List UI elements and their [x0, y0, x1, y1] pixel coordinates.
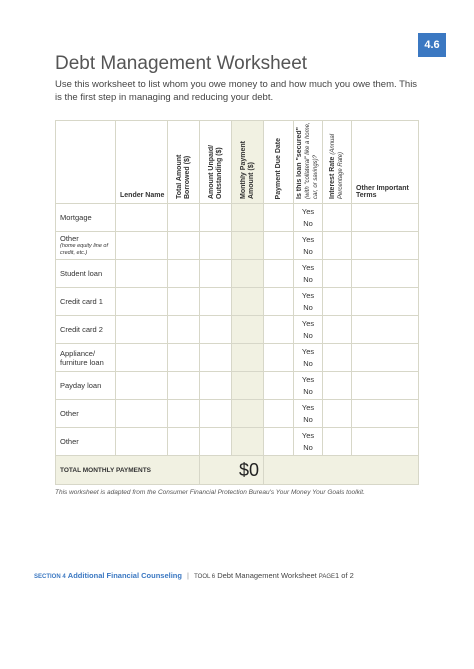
secured-yes-option[interactable]: Yes	[301, 318, 315, 328]
monthly-payment-cell[interactable]	[232, 316, 264, 344]
amount-unpaid-cell[interactable]	[200, 428, 232, 456]
other-terms-cell[interactable]	[352, 372, 419, 400]
debt-type-text: Student loan	[60, 269, 103, 278]
secured-no-option[interactable]: No	[303, 246, 313, 256]
debt-type-label	[56, 344, 116, 372]
secured-yes-no[interactable]	[294, 232, 323, 260]
footer-page-word: PAGE	[318, 574, 336, 580]
monthly-payment-cell[interactable]	[232, 232, 264, 260]
header-total-borrowed: Total Amount Borrowed ($)	[168, 121, 200, 204]
header-other-terms: Other Important Terms	[352, 121, 419, 204]
amount-unpaid-cell[interactable]	[200, 260, 232, 288]
secured-yes-option[interactable]: Yes	[301, 346, 315, 356]
lender-name-cell[interactable]	[116, 372, 168, 400]
secured-yes-no[interactable]	[294, 372, 323, 400]
other-terms-cell[interactable]	[352, 316, 419, 344]
monthly-payment-cell[interactable]	[232, 288, 264, 316]
payment-due-cell[interactable]	[264, 232, 294, 260]
debt-type-text: Appliance/ furniture loan	[60, 348, 104, 367]
secured-no-option[interactable]: No	[303, 414, 313, 424]
debt-table	[55, 120, 419, 485]
debt-type-text: Credit card 1	[60, 297, 103, 306]
section-badge: 4.6	[418, 33, 446, 57]
secured-no-option[interactable]: No	[303, 330, 313, 340]
other-terms-cell[interactable]	[352, 232, 419, 260]
debt-type-label	[56, 288, 116, 316]
total-label: TOTAL MONTHLY PAYMENTS	[56, 456, 200, 485]
total-blank	[264, 456, 419, 485]
lender-name-cell[interactable]	[116, 204, 168, 232]
lender-name-cell[interactable]	[116, 428, 168, 456]
secured-yes-no[interactable]	[294, 344, 323, 372]
footer-section-name: Additional Financial Counseling	[67, 571, 182, 580]
debt-type-label	[56, 428, 116, 456]
header-interest-rate: Interest Rate (Annual Percentage Rate)	[323, 121, 352, 204]
debt-type-text: Other	[60, 409, 79, 418]
monthly-payment-cell[interactable]	[232, 344, 264, 372]
total-row	[56, 456, 419, 485]
footer-page-number: 1 of 2	[335, 571, 354, 580]
header-row	[56, 121, 419, 204]
debt-row	[56, 288, 419, 316]
secured-yes-option[interactable]: Yes	[301, 430, 315, 440]
total-borrowed-cell[interactable]	[168, 344, 200, 372]
debt-type-text: Mortgage	[60, 213, 92, 222]
secured-no-option[interactable]: No	[303, 442, 313, 452]
lender-name-cell[interactable]	[116, 232, 168, 260]
payment-due-cell[interactable]	[264, 316, 294, 344]
debt-type-label	[56, 316, 116, 344]
secured-yes-option[interactable]: Yes	[301, 402, 315, 412]
debt-type-label	[56, 400, 116, 428]
payment-due-cell[interactable]	[264, 372, 294, 400]
other-terms-cell[interactable]	[352, 260, 419, 288]
header-amount-unpaid: Amount Unpaid/ Outstanding ($)	[200, 121, 232, 204]
total-borrowed-cell[interactable]	[168, 232, 200, 260]
secured-yes-option[interactable]: Yes	[301, 262, 315, 272]
amount-unpaid-cell[interactable]	[200, 316, 232, 344]
monthly-payment-cell[interactable]	[232, 372, 264, 400]
total-borrowed-cell[interactable]	[168, 400, 200, 428]
secured-yes-no[interactable]	[294, 204, 323, 232]
total-borrowed-cell[interactable]	[168, 204, 200, 232]
other-terms-cell[interactable]	[352, 204, 419, 232]
debt-row	[56, 232, 419, 260]
debt-type-label	[56, 232, 116, 260]
amount-unpaid-cell[interactable]	[200, 344, 232, 372]
debt-row	[56, 372, 419, 400]
total-borrowed-cell[interactable]	[168, 372, 200, 400]
lender-name-cell[interactable]	[116, 288, 168, 316]
secured-yes-no[interactable]	[294, 316, 323, 344]
monthly-payment-cell[interactable]	[232, 260, 264, 288]
monthly-payment-cell[interactable]	[232, 204, 264, 232]
footnote: This worksheet is adapted from the Consumer Financial Protection Bureau's Your Money Your Goals toolkit.	[55, 489, 365, 496]
debt-row	[56, 204, 419, 232]
payment-due-cell[interactable]	[264, 400, 294, 428]
debt-row	[56, 260, 419, 288]
footer-section: SECTION 4	[34, 574, 66, 580]
debt-row	[56, 400, 419, 428]
interest-rate-cell[interactable]	[323, 372, 352, 400]
monthly-payment-cell[interactable]	[232, 400, 264, 428]
secured-yes-option[interactable]: Yes	[301, 290, 315, 300]
amount-unpaid-cell[interactable]	[200, 288, 232, 316]
lender-name-cell[interactable]	[116, 344, 168, 372]
header-lender-name: Lender Name	[116, 121, 168, 204]
secured-yes-no[interactable]	[294, 400, 323, 428]
debt-type-text: Other	[60, 437, 79, 446]
monthly-payment-cell[interactable]	[232, 428, 264, 456]
interest-rate-cell[interactable]	[323, 316, 352, 344]
page-footer	[34, 571, 354, 580]
interest-rate-cell[interactable]	[323, 204, 352, 232]
other-terms-cell[interactable]	[352, 344, 419, 372]
header-blank	[56, 121, 116, 204]
secured-yes-no[interactable]	[294, 428, 323, 456]
other-terms-cell[interactable]	[352, 428, 419, 456]
secured-no-option[interactable]: No	[303, 218, 313, 228]
lender-name-cell[interactable]	[116, 316, 168, 344]
page-title: Debt Management Worksheet	[55, 53, 308, 74]
debt-row	[56, 344, 419, 372]
payment-due-cell[interactable]	[264, 428, 294, 456]
debt-type-label	[56, 260, 116, 288]
secured-no-option[interactable]: No	[303, 358, 313, 368]
total-borrowed-cell[interactable]	[168, 288, 200, 316]
debt-type-label	[56, 372, 116, 400]
total-borrowed-cell[interactable]	[168, 316, 200, 344]
debt-type-text: Other	[60, 234, 79, 243]
debt-type-note: (home equity line of credit, etc.)	[60, 243, 108, 256]
interest-rate-cell[interactable]	[323, 428, 352, 456]
interest-rate-cell[interactable]	[323, 260, 352, 288]
other-terms-cell[interactable]	[352, 288, 419, 316]
amount-unpaid-cell[interactable]	[200, 204, 232, 232]
secured-yes-option[interactable]: Yes	[301, 374, 315, 384]
payment-due-cell[interactable]	[264, 288, 294, 316]
payment-due-cell[interactable]	[264, 344, 294, 372]
intro-text: Use this worksheet to list whom you owe money to and how much you owe them. This is the first step in managing and reducing your debt.	[55, 79, 418, 103]
total-amount: $0	[200, 456, 264, 485]
interest-rate-cell[interactable]	[323, 232, 352, 260]
secured-yes-no[interactable]	[294, 288, 323, 316]
other-terms-cell[interactable]	[352, 400, 419, 428]
header-monthly-payment: Monthly Payment Amount ($)	[232, 121, 264, 204]
amount-unpaid-cell[interactable]	[200, 372, 232, 400]
secured-no-option[interactable]: No	[303, 274, 313, 284]
footer-tool: TOOL 6	[194, 574, 216, 580]
secured-yes-option[interactable]: Yes	[301, 234, 315, 244]
secured-yes-no[interactable]	[294, 260, 323, 288]
secured-no-option[interactable]: No	[303, 386, 313, 396]
secured-no-option[interactable]: No	[303, 302, 313, 312]
interest-rate-cell[interactable]	[323, 400, 352, 428]
lender-name-cell[interactable]	[116, 400, 168, 428]
debt-row	[56, 428, 419, 456]
header-secured: Is this loan "secured" (with "collateral" like a home, car, or savings)?	[294, 121, 323, 204]
total-borrowed-cell[interactable]	[168, 260, 200, 288]
secured-yes-option[interactable]: Yes	[301, 206, 315, 216]
lender-name-cell[interactable]	[116, 260, 168, 288]
footer-doc-title: Debt Management Worksheet	[217, 571, 317, 580]
amount-unpaid-cell[interactable]	[200, 400, 232, 428]
debt-type-text: Credit card 2	[60, 325, 103, 334]
total-borrowed-cell[interactable]	[168, 428, 200, 456]
footer-separator: |	[187, 571, 189, 580]
amount-unpaid-cell[interactable]	[200, 232, 232, 260]
payment-due-cell[interactable]	[264, 204, 294, 232]
interest-rate-cell[interactable]	[323, 344, 352, 372]
debt-row	[56, 316, 419, 344]
debt-type-text: Payday loan	[60, 381, 102, 390]
payment-due-cell[interactable]	[264, 260, 294, 288]
interest-rate-cell[interactable]	[323, 288, 352, 316]
header-payment-due-date: Payment Due Date	[264, 121, 294, 204]
debt-type-label	[56, 204, 116, 232]
